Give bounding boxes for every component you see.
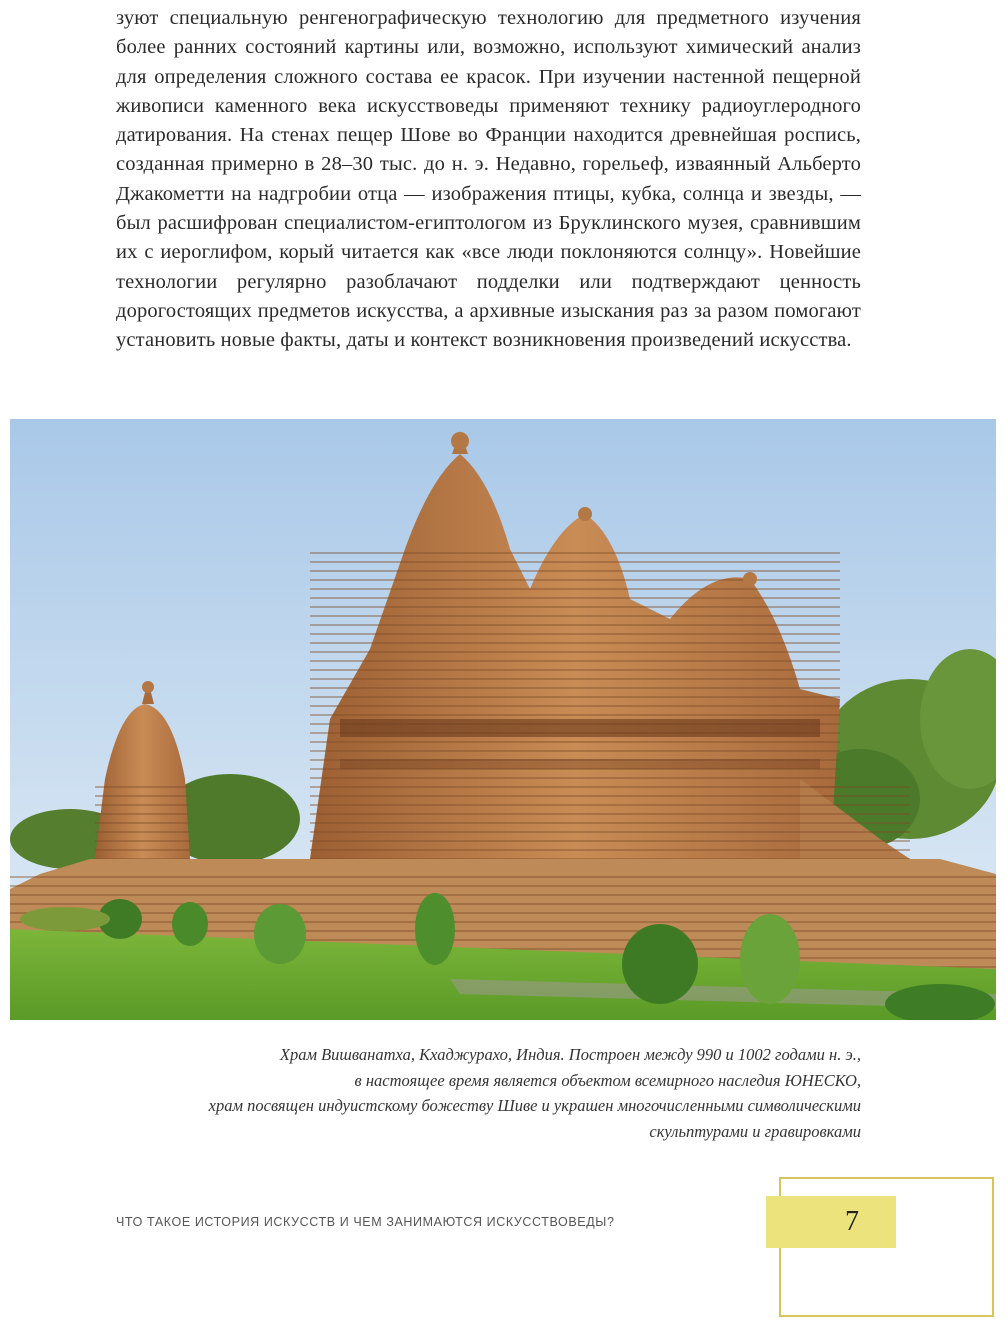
body-text: зуют специальную ренгенографическую технологию для предметного изучения более ранних состояний картины или, возможно, используют химический анализ для определения сложного состава ее красок. При изучении настенной пещерной живописи каменного века искусствоведы применяют технику радиоуглеродного датирования. На стенах пещер Шове во Франции находится древнейшая роспись, созданная примерно в 28–30 тыс. до н. э. Недавно, горельеф, изваянный Альберто Джакометти на надгробии отца — изображения птицы, кубка, солнца и звезды, — был расшифрован специалистом-египтологом из Бруклинского музея, сравнившим их с иероглифом, корый читается как «все люди поклоняются солнцу». Новейшие технологии регулярно разоблачают подделки или подтверждают ценность дорогостоящих предметов искусства, а архивные изыскания раз за разом помогают установить новые факты, даты и контекст возникновения произведений искусства. bbox=[116, 7, 861, 352]
caption-line: в настоящее время является объектом всемирного наследия ЮНЕСКО, bbox=[354, 1070, 861, 1090]
caption-line: Храм Вишванатха, Кхаджурахо, Индия. Построен между 990 и 1002 годами н. э., bbox=[279, 1045, 861, 1064]
caption-line: скульптурами и гравировками bbox=[649, 1121, 861, 1141]
caption-line: храм посвящен индуистскому божеству Шиве и украшен многочисленными символическими bbox=[208, 1096, 861, 1115]
page-number: 7 bbox=[845, 1206, 859, 1237]
running-head: ЧТО ТАКОЕ ИСТОРИЯ ИСКУССТВ И ЧЕМ ЗАНИМАЮТСЯ ИСКУССТВОВЕДЫ? bbox=[116, 1215, 615, 1229]
temple-photo bbox=[10, 419, 996, 1020]
photo-caption bbox=[120, 1042, 861, 1144]
